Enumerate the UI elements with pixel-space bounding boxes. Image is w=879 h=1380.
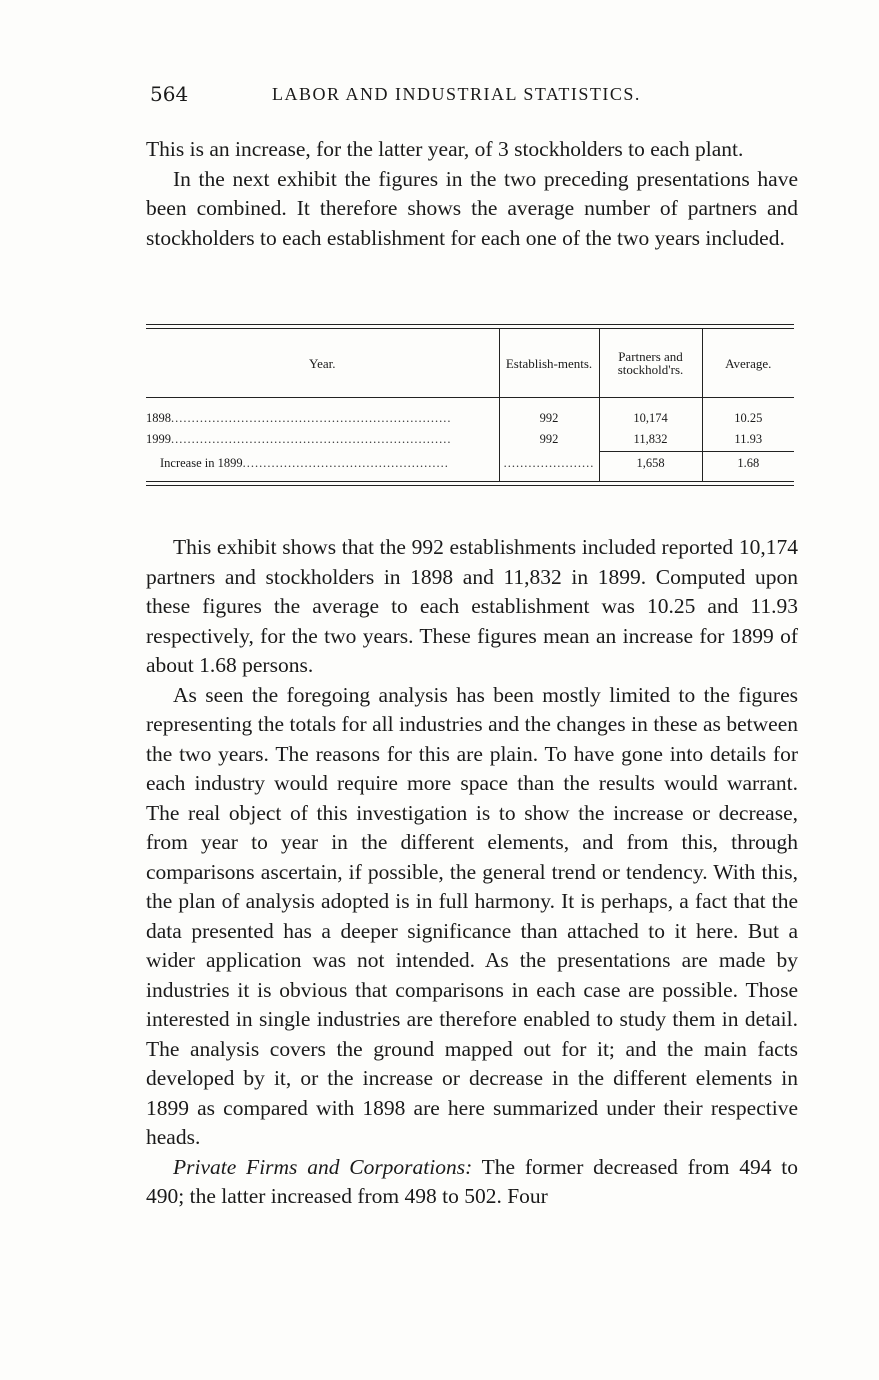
stats-grid [146,329,794,481]
paragraph: This is an increase, for the latter year, of 3 stockholders to each plant. [146,137,744,161]
leader-dots: .................................................................... [171,410,452,425]
paragraph: As seen the foregoing analysis has been mostly limited to the figures representing the totals for all industries and the changes in these as between the two years. The reasons for this are plain. To have gone into details for each industry would require more space than the results would warrant. The real object of this investigation is to show the increase or decrease, from year to year in the different elements, and from this, through comparisons ascertain, if possible, the general trend or tendency. With this, the plan of analysis adopted is in full harmony. It is perhaps, a fact that the data presented has a deeper significance than attached to it here. But a wider application was not intended. As the presentations are made by industries it is obvious that comparisons in each case are possible. Those interested in single industries are therefore enabled to study them in detail. The analysis covers the ground mapped out for it; and the main facts developed by it, or the increase or decrease in the different elements in 1899 as compared with 1898 are here summarized under their respective heads. [146,682,798,1149]
section-text: The former decreased from 494 to 490; the latter increased from 498 to 502. Four [146,1154,798,1208]
body-text [146,533,798,1212]
table-total-row [146,452,794,482]
paragraph [146,1153,798,1212]
col-header-establishments: Establish-ments. [499,329,599,398]
running-title: LABOR AND INDUSTRIAL STATISTICS. [272,84,641,104]
row-year-cell [146,428,499,452]
table-bottom-rule [146,481,794,486]
table-row [146,398,794,429]
row-year: 1999 [146,432,171,447]
table-header-row [146,329,794,398]
total-average: 1.68 [702,452,794,482]
total-partners: 1,658 [599,452,702,482]
stats-table [146,324,794,486]
row-establishments: 992 [499,398,599,429]
page-number: 564 [150,82,189,106]
running-head [150,80,790,108]
row-partners: 11,832 [599,428,702,452]
leader-dots: .................................................................... [171,432,452,447]
row-partners: 10,174 [599,398,702,429]
col-header-partners: Partners and stockhold'rs. [599,329,702,398]
row-average: 11.93 [702,428,794,452]
paragraph: This exhibit shows that the 992 establishments included reported 10,174 partners and stockholders in 1898 and 11,832 in 1899. Computed upon these figures the average to each establishment was 10.25 and 11.93 respectively, for the two years. These figures mean an increase for 1899 of about 1.68 persons. [146,535,798,677]
row-establishments: 992 [499,428,599,452]
intro-text [146,135,798,253]
section-heading: Private Firms and Corporations: [173,1154,473,1179]
paragraph: In the next exhibit the figures in the two preceding presentations have been combined. It therefore shows the average number of partners and stockholders to each establishment for each one of the two years included. [146,166,798,250]
row-year: 1898 [146,410,171,425]
leader-dots: .................................................. [242,455,449,470]
row-year-cell [146,398,499,429]
total-label: Increase in 1899 [160,455,243,470]
total-label-cell [146,452,499,482]
table-row [146,428,794,452]
col-header-average: Average. [702,329,794,398]
row-average: 10.25 [702,398,794,429]
total-establishments [499,452,599,482]
col-header-year: Year. [146,329,499,398]
leader-dots: ...................... [503,455,595,470]
